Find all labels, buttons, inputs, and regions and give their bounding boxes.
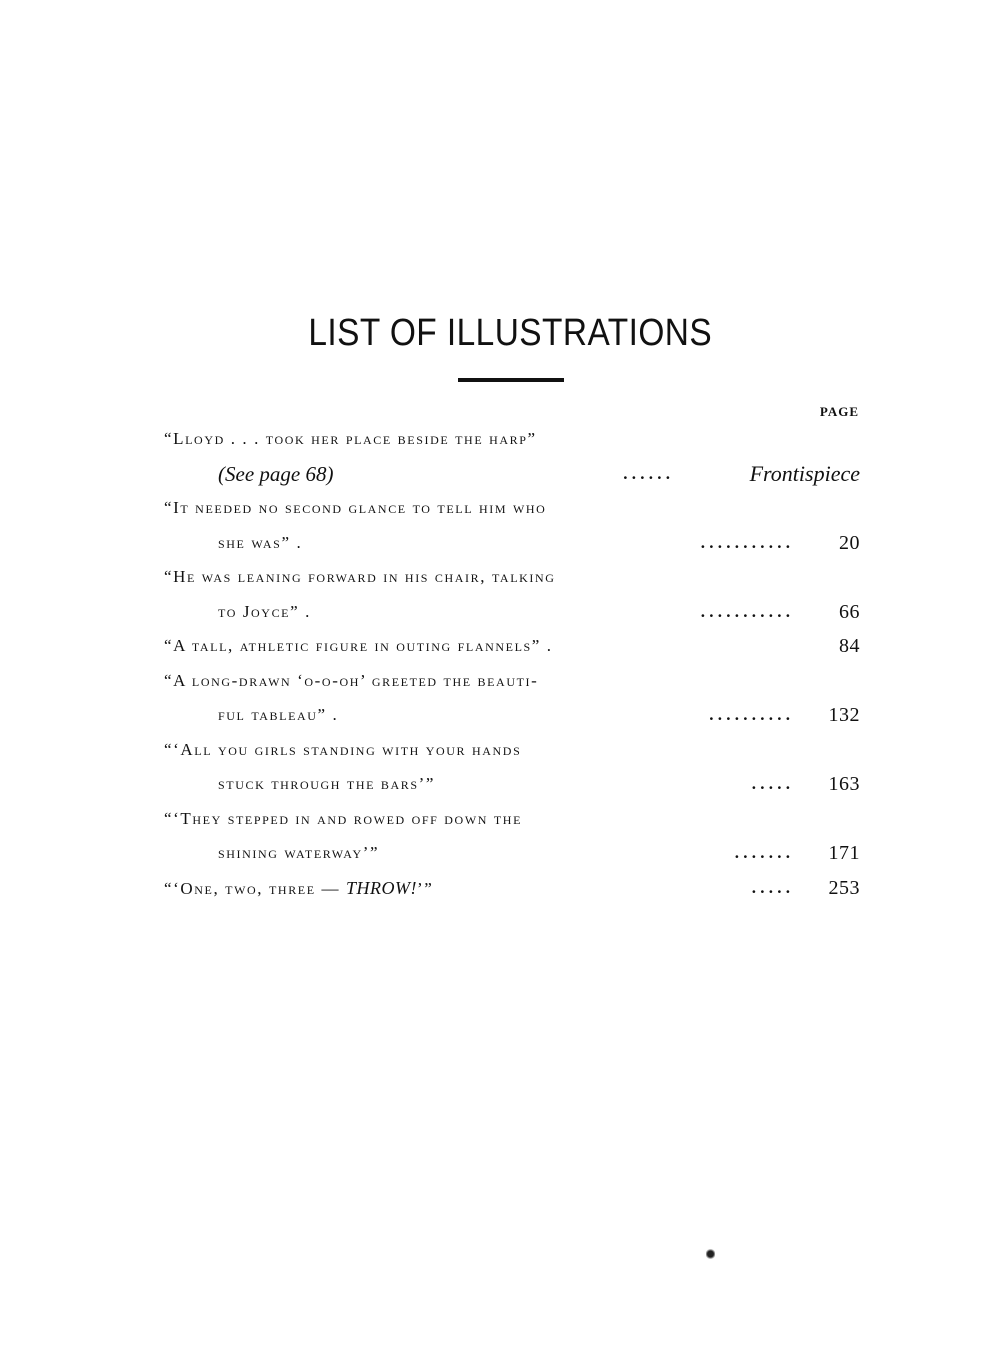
entry-caption: “Lloyd . . . took her place beside the harp” [164,429,537,448]
entry-reference: (See page 68) [218,461,334,486]
page-title: LIST OF ILLUSTRATIONS [308,312,713,354]
entry-page: 84 [839,635,860,657]
ink-speck [706,1248,715,1260]
list-item-line [164,560,860,595]
entry-caption: “‘All you girls standing with your hands [164,739,522,759]
list-item-line [164,733,860,768]
entry-caption: “He was leaning forward in his chair, talking [164,567,556,586]
entry-caption-end: ’” [416,878,434,898]
list-item-line [164,457,860,492]
list-item-line [164,491,860,526]
entry-page: 171 [828,842,860,864]
list-item-line [164,526,860,561]
entry-caption: “‘One, two, three — [164,878,341,898]
entry-page: 163 [828,773,860,795]
entry-caption: “A long-drawn ‘o-o-oh’ greeted the beauti- [164,670,539,690]
illustrations-list [164,422,860,905]
list-item-line [164,767,860,802]
leader-dots: . . . . . [751,877,790,897]
list-item-line [164,836,860,871]
entry-caption-cont: to Joyce” . [218,601,311,621]
leader-dots: . . . . . [751,774,790,793]
entry-caption: “A tall, athletic figure in outing flannels” . [164,636,553,655]
list-item-line [164,422,860,457]
list-item-line [164,698,860,733]
entry-caption: “‘They stepped in and rowed off down the [164,808,522,828]
list-item-line [164,664,860,699]
page-column-heading: PAGE [819,404,859,419]
entry-page: 132 [828,704,860,726]
list-item-line [164,629,860,664]
leader-dots: . . . . . . . . . . . [700,532,790,552]
entry-page: Frontispiece [749,460,860,486]
leader-dots: . . . . . . . [734,843,790,862]
leader-dots: . . . . . . . . . . . [700,601,790,621]
leader-dots: . . . . . . [623,463,670,483]
title-rule [458,378,564,382]
entry-page: 66 [839,600,860,623]
leader-dots: . . . . . . . . . . [709,705,790,724]
entry-caption-cont: she was” . [218,532,303,552]
entry-caption-italic: THROW! [345,877,417,898]
list-item-line [164,871,860,906]
entry-caption-cont: ful tableau” . [218,705,339,724]
list-item-line [164,802,860,837]
entry-caption: “It needed no second glance to tell him who [164,498,547,517]
entry-page: 20 [839,531,860,554]
entry-caption-cont: stuck through the bars’” [218,774,436,793]
list-item-line [164,595,860,630]
entry-caption-cont: shining waterway’” [218,843,380,862]
entry-page: 253 [828,876,860,899]
